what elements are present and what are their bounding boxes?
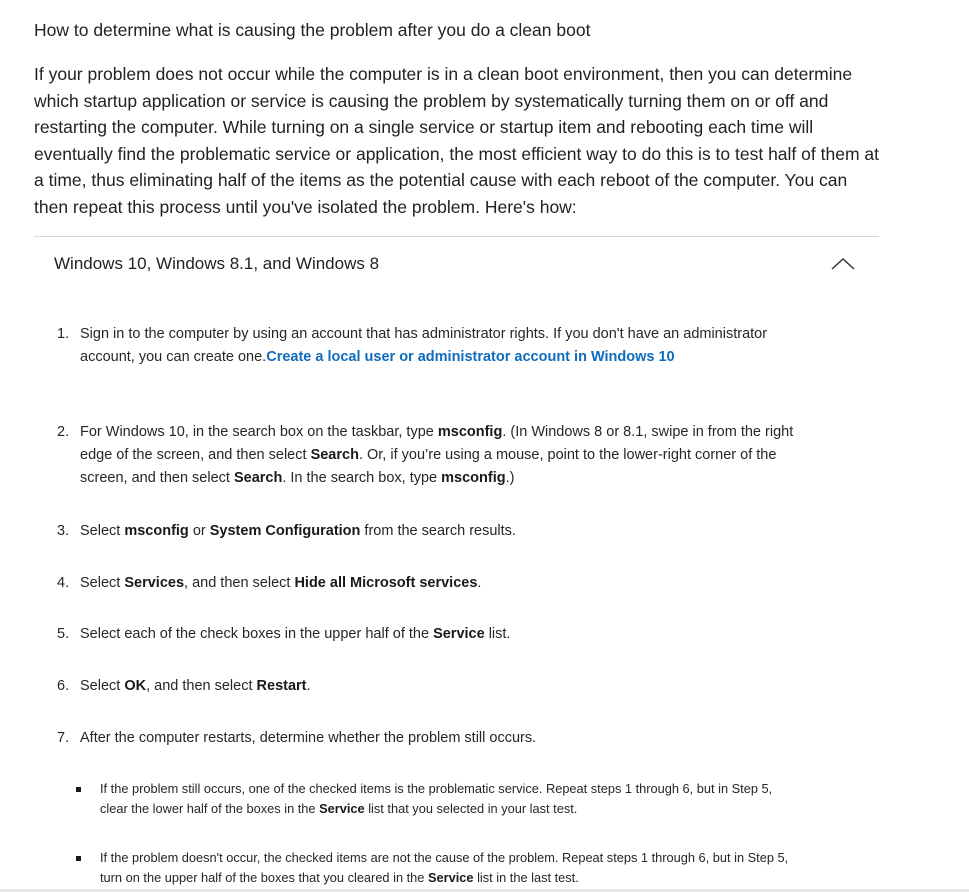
step-number: 2. [57, 424, 70, 440]
step-number: 5. [57, 626, 70, 642]
text-run: Select [80, 523, 125, 539]
step-text [80, 520, 810, 543]
text-run: If the problem doesn't occur, the checked items are not the cause of the problem. Repeat steps 1 through 6, but in Step 5, turn on the upper half of the boxes that you cleared in the [100, 850, 789, 885]
bold-term: System Configuration [209, 523, 361, 539]
step-number: 4. [57, 575, 70, 591]
bullet-text [100, 848, 796, 888]
bold-term: OK [124, 678, 147, 694]
step-text [80, 675, 810, 698]
bold-term: Restart [256, 678, 307, 694]
bold-term: Search [233, 470, 283, 486]
bold-term: Services [124, 575, 185, 591]
bullet-square-icon [76, 856, 81, 861]
create-account-link[interactable]: Create a local user or administrator account in Windows 10 [266, 349, 675, 365]
text-run: , and then select [184, 575, 295, 591]
step-text [80, 421, 810, 490]
step-number: 1. [57, 326, 70, 342]
step-text [80, 623, 810, 646]
accordion-header-windows[interactable] [34, 237, 879, 291]
bold-term: Hide all Microsoft services [294, 575, 478, 591]
text-run: . Or, if you’re using a mouse, point to the lower-right corner of the screen, and then select [80, 447, 777, 486]
bold-term: Search [310, 447, 359, 463]
text-run: .) [505, 470, 515, 486]
bold-term: msconfig [124, 523, 189, 539]
text-run: list in the last test. [473, 870, 579, 885]
bold-term: Service [319, 801, 365, 816]
text-run: from the search results. [360, 523, 516, 539]
step-text [80, 572, 810, 595]
text-run: . [477, 575, 482, 591]
text-run: Select [80, 575, 125, 591]
section-heading: How to determine what is causing the problem after you do a clean boot [34, 20, 591, 40]
chevron-up-icon[interactable] [830, 254, 856, 274]
bold-term: Service [433, 626, 485, 642]
text-run: . [306, 678, 311, 694]
text-run: If the problem still occurs, one of the checked items is the problematic service. Repeat steps 1 through 6, but in Step 5, clear the lower half of the boxes in the [100, 781, 773, 816]
accordion-title: Windows 10, Windows 8.1, and Windows 8 [54, 254, 380, 273]
text-run: . (In Windows 8 or 8.1, swipe in from the right edge of the screen, and then select [80, 424, 794, 463]
text-run: After the computer restarts, determine whether the problem still occurs. [80, 730, 537, 746]
intro-paragraph: If your problem does not occur while the computer is in a clean boot environment, then you can determine which startup application or service is causing the problem by systematically turning them on or off and restarting the computer. While turning on a single service or startup item and rebooting each time will eventually find the problematic service or application, the most efficient way to do this is to test half of them at a time, thus eliminating half of the items as the potential cause with each reboot of the computer. You can then repeat this process until you've isolated the problem. Here's how: [34, 64, 879, 217]
step-number: 7. [57, 730, 70, 746]
text-run: For Windows 10, in the search box on the taskbar, type [80, 424, 438, 440]
text-run: list that you selected in your last test. [364, 801, 578, 816]
bullet-text [100, 779, 796, 819]
text-run: Sign in to the computer by using an account that has administrator rights. If you don't have an administrator account, you can create one. [80, 326, 768, 365]
text-run: or [188, 523, 210, 539]
text-run: . In the search box, type [282, 470, 442, 486]
text-run: list. [484, 626, 511, 642]
step-number: 3. [57, 523, 70, 539]
step-text [80, 727, 810, 750]
bullet-square-icon [76, 787, 81, 792]
text-run: Select each of the check boxes in the upper half of the [80, 626, 434, 642]
text-run: Select [80, 678, 125, 694]
bold-term: msconfig [437, 424, 503, 440]
bold-term: Service [427, 870, 474, 885]
bold-term: msconfig [441, 470, 506, 486]
step-number: 6. [57, 678, 70, 694]
step-text [80, 323, 810, 369]
text-run: , and then select [146, 678, 257, 694]
